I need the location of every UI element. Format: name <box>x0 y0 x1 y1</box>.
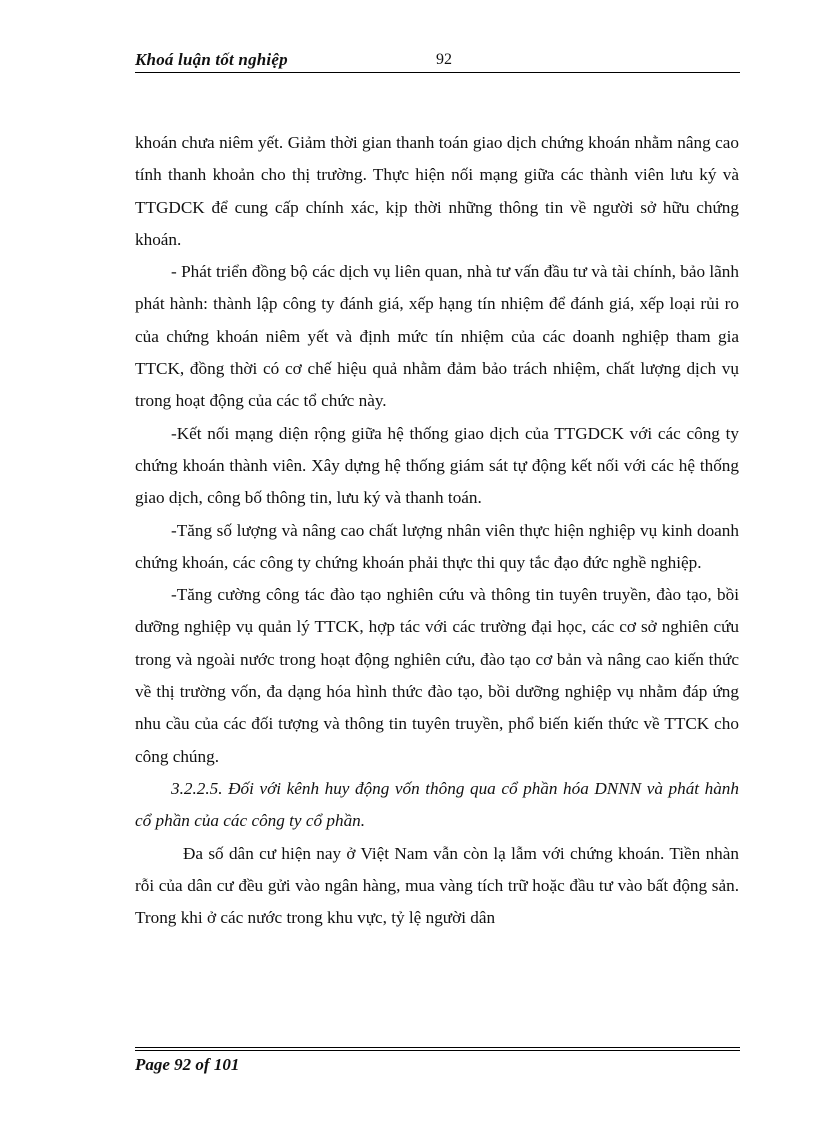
page-header <box>135 50 740 73</box>
paragraph-training: -Tăng cường công tác đào tạo nghiên cứu và thông tin tuyên truyền, đào tạo, bồi dưỡng nghiệp vụ quản lý TTCK, hợp tác với các trường đại học, các cơ sở nghiên cứu trong và ngoài nước trong hoạt động nghiên cứu, đào tạo cơ bản và nâng cao kiến thức về thị trường vốn, đa dạng hóa hình thức đào tạo, bồi dưỡng nghiệp vụ nhằm đáp ứng nhu cầu của các đối tượng và thông tin tuyên truyền, phổ biến kiến thức về TTCK cho công chúng. <box>135 585 739 766</box>
paragraph-staff: -Tăng số lượng và nâng cao chất lượng nhân viên thực hiện nghiệp vụ kinh doanh chứng khoán, các công ty chứng khoán phải thực thi quy tắc đạo đức nghề nghiệp. <box>135 520 739 572</box>
footer-page-label: Page 92 of 101 <box>135 1055 240 1074</box>
paragraph-continuation: khoán chưa niêm yết. Giảm thời gian thanh toán giao dịch chứng khoán nhằm nâng cao tính thanh khoản cho thị trường. Thực hiện nối mạng giữa các thành viên lưu ký và TTGDCK để cung cấp chính xác, kịp thời những thông tin về người sở hữu chứng khoán. <box>135 133 739 249</box>
paragraph-network: -Kết nối mạng diện rộng giữa hệ thống giao dịch của TTGDCK với các công ty chứng khoán thành viên. Xây dựng hệ thống giám sát tự động kết nối với các hệ thống giao dịch, công bố thông tin, lưu ký và thanh toán. <box>135 423 739 508</box>
footer-rule <box>135 1050 740 1051</box>
paragraph-services: - Phát triển đồng bộ các dịch vụ liên quan, nhà tư vấn đầu tư và tài chính, bảo lãnh phát hành: thành lập công ty đánh giá, xếp hạng tín nhiệm để đánh giá, xếp loại rủi ro của chứng khoán niêm yết và định mức tín nhiệm của các doanh nghiệp tham gia TTCK, đồng thời có cơ chế hiệu quả nhằm đảm bảo trách nhiệm, chất lượng dịch vụ trong hoạt động của các tổ chức này. <box>135 262 739 411</box>
paragraph-population: Đa số dân cư hiện nay ở Việt Nam vẫn còn lạ lẫm với chứng khoán. Tiền nhàn rỗi của dân cư đều gửi vào ngân hàng, mua vàng tích trữ hoặc đầu tư vào bất động sản. Trong khi ở các nước trong khu vực, tỷ lệ người dân <box>135 843 739 928</box>
document-body <box>135 127 739 934</box>
section-heading: 3.2.2.5. Đối với kênh huy động vốn thông qua cổ phần hóa DNNN và phát hành cổ phần của các công ty cổ phần. <box>135 778 739 831</box>
page-footer <box>135 1047 740 1075</box>
header-page-number: 92 <box>436 51 452 68</box>
header-title: Khoá luận tốt nghiệp <box>135 50 288 69</box>
